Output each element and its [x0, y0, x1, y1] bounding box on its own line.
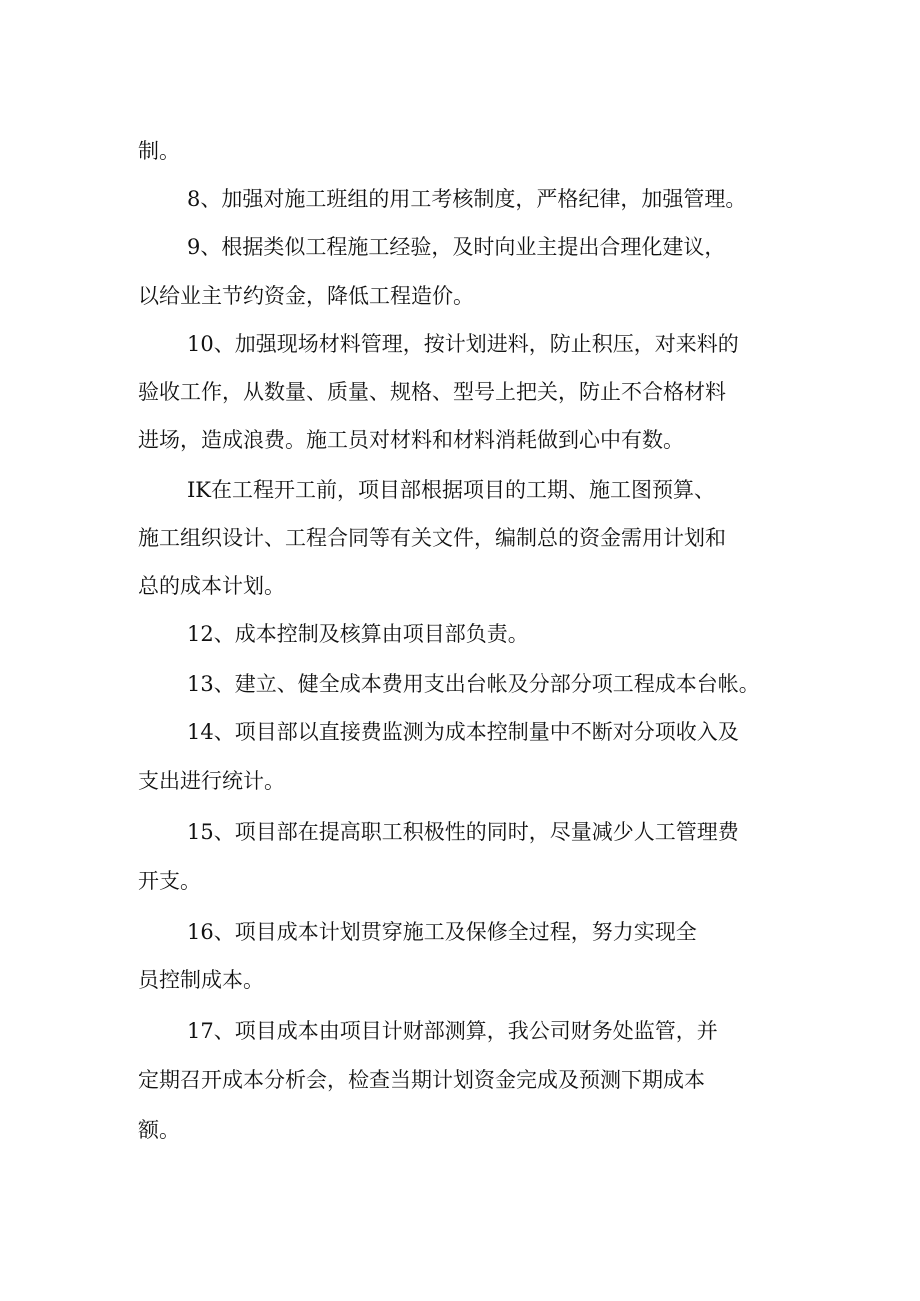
- paragraph-11-line-1: IK在工程开工前，项目部根据项目的工期、施工图预算、: [187, 478, 715, 502]
- paragraph-10-line-3: 进场，造成浪费。施工员对材料和材料消耗做到心中有数。: [138, 428, 684, 452]
- paragraph-8: 8、加强对施工班组的用工考核制度，严格纪律，加强管理。: [187, 187, 747, 211]
- paragraph-14-line-1: 14、项目部以直接费监测为成本控制量中不断对分项收入及: [187, 720, 739, 744]
- paragraph-15-line-1: 15、项目部在提高职工积极性的同时，尽量减少人工管理费: [187, 820, 739, 844]
- paragraph-10-line-2: 验收工作，从数量、质量、规格、型号上把关，防止不合格材料: [138, 380, 726, 404]
- paragraph-11-line-3: 总的成本计划。: [138, 574, 285, 598]
- paragraph-17-line-2: 定期召开成本分析会，检查当期计划资金完成及预测下期成本: [138, 1068, 705, 1092]
- paragraph-11-line-2: 施工组织设计、工程合同等有关文件，编制总的资金需用计划和: [138, 526, 726, 550]
- paragraph-16-line-1: 16、项目成本计划贯穿施工及保修全过程，努力实现全: [187, 920, 697, 944]
- paragraph-17-line-3: 额。: [138, 1118, 180, 1142]
- paragraph-17-line-1: 17、项目成本由项目计财部测算，我公司财务处监管，并: [187, 1019, 718, 1043]
- paragraph-9-line-1: 9、根据类似工程施工经验，及时向业主提出合理化建议，: [187, 235, 726, 259]
- paragraph-13: 13、建立、健全成本费用支出台帐及分部分项工程成本台帐。: [187, 672, 760, 696]
- paragraph-9-line-2: 以给业主节约资金，降低工程造价。: [138, 284, 474, 308]
- paragraph-7-tail: 制。: [138, 139, 180, 163]
- paragraph-15-line-2: 开支。: [138, 869, 201, 893]
- paragraph-12: 12、成本控制及核算由项目部负责。: [187, 622, 529, 646]
- paragraph-14-line-2: 支出进行统计。: [138, 769, 285, 793]
- paragraph-10-line-1: 10、加强现场材料管理，按计划进料，防止积压，对来料的: [187, 332, 739, 356]
- paragraph-16-line-2: 员控制成本。: [138, 968, 264, 992]
